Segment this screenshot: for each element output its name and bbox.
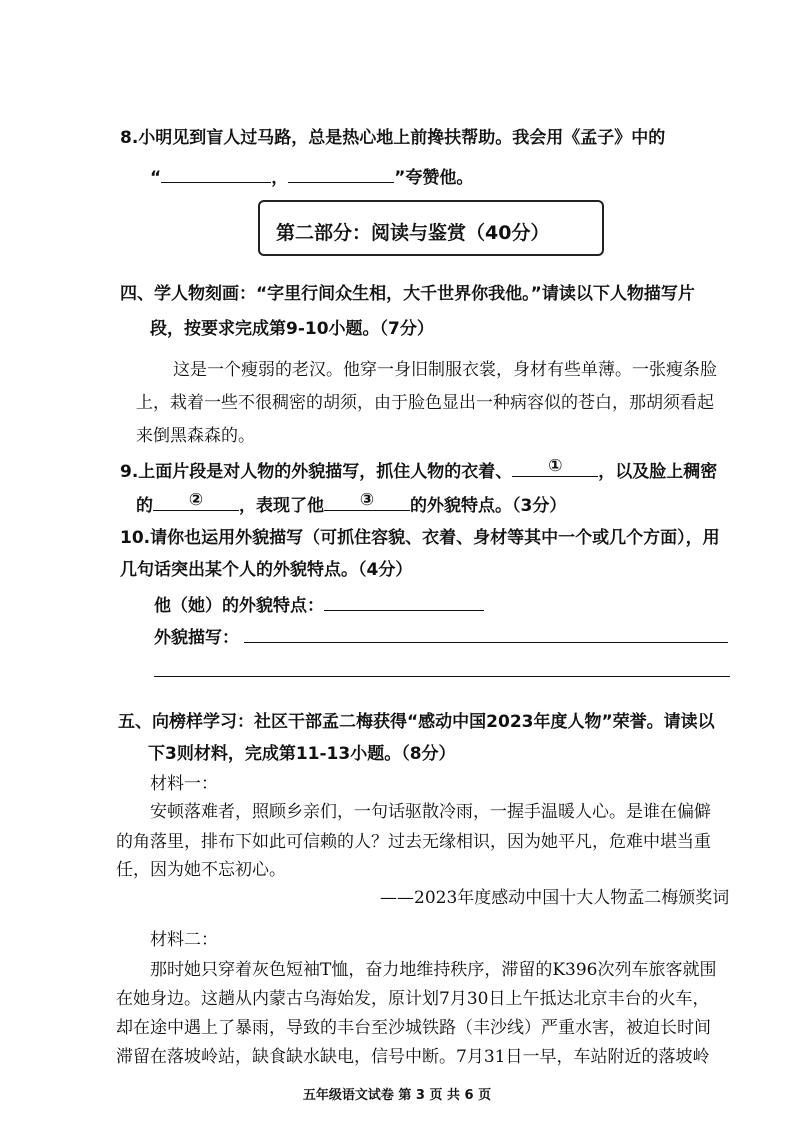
q8-open-quote: “ <box>150 168 162 188</box>
material1-line: 安顿落难者，照顾乡亲们，一句话驱散冷雨，一握手温暖人心。是谁在偏僻 <box>150 802 711 822</box>
section4-intro-line2: 段，按要求完成第9-10小题。（7分） <box>150 319 434 339</box>
q8-line1: 8.小明见到盲人过马路，总是热心地上前搀扶帮助。我会用《孟子》中的 <box>120 128 666 148</box>
section5-intro-line1: 五、向榜样学习：社区干部孟二梅获得“感动中国2023年度人物”荣誉。请读以 <box>118 712 715 732</box>
q9-line1 <box>120 458 717 484</box>
q8-answer-blank-1[interactable] <box>161 164 271 183</box>
q9-mark-1: ① <box>548 456 563 476</box>
q10-line1: 10.请你也运用外貌描写（可抓住容貌、衣着、身材等其中一个或几个方面），用 <box>120 528 720 548</box>
q8-line2 <box>150 164 473 190</box>
material2-label: 材料二： <box>150 930 218 950</box>
q9-text: 的外貌特点。（3分） <box>410 496 567 516</box>
q10-trait-row <box>154 592 484 618</box>
q9-line2 <box>136 492 566 518</box>
q8-comma: ， <box>271 168 289 188</box>
material1-label: 材料一： <box>150 774 218 794</box>
q9-text: 9.上面片段是对人物的外貌描写，抓住人物的衣着、 <box>120 462 513 482</box>
page-footer: 五年级语文试卷 第 3 页 共 6 页 <box>302 1088 492 1103</box>
q10-desc-label: 外貌描写： <box>154 628 239 648</box>
material1-line: 的角落里，排布下如此可信赖的人？过去无缘相识，因为她平凡，危难中堪当重 <box>116 832 711 852</box>
q9-text: 的 <box>136 496 153 516</box>
q8-close-text: ”夸赞他。 <box>394 168 474 188</box>
q9-answer-blank-2[interactable] <box>153 492 239 511</box>
material2-line: 在她身边。这趟从内蒙古乌海始发，原计划7月30日上午抵达北京丰台的火车， <box>116 989 710 1009</box>
q10-desc-line-2[interactable] <box>154 676 730 677</box>
material2-line: 那时她只穿着灰色短袖T恤，奋力地维持秩序，滞留的K396次列车旅客就围 <box>150 960 717 980</box>
q9-text: ，表现了他 <box>239 496 324 516</box>
q9-answer-blank-3[interactable] <box>324 492 410 511</box>
passage-line: 这是一个瘦弱的老汉。他穿一身旧制服衣裳，身材有些单薄。一张瘦条脸 <box>173 360 717 380</box>
q10-desc-line-1[interactable] <box>244 642 728 643</box>
material2-line: 滞留在落坡岭站，缺食缺水缺电，信号中断。7月31日一早，车站附近的落坡岭 <box>116 1047 710 1067</box>
q10-trait-blank[interactable] <box>324 592 484 611</box>
section4-intro-line1: 四、学人物刻画：“字里行间众生相，大千世界你我他。”请读以下人物描写片 <box>120 284 695 304</box>
part2-title: 第二部分：阅读与鉴赏（40分） <box>276 222 550 244</box>
passage-line: 上，栽着一些不很稠密的胡须，由于脸色显出一种病容似的苍白，那胡须看起 <box>136 393 714 413</box>
passage-line: 来倒黑森森的。 <box>136 426 255 446</box>
section5-intro-line2: 下3则材料，完成第11-13小题。（8分） <box>148 744 456 764</box>
q9-mark-2: ② <box>188 490 204 510</box>
material2-line: 却在途中遇上了暴雨，导致的丰台至沙城铁路（丰沙线）严重水害，被迫长时间 <box>116 1018 711 1038</box>
q9-text: ，以及脸上稠密 <box>598 462 718 482</box>
q8-answer-blank-2[interactable] <box>288 164 394 183</box>
material1-source: ——2023年度感动中国十大人物孟二梅颁奖词 <box>380 888 730 908</box>
q10-trait-label: 他（她）的外貌特点： <box>154 596 324 616</box>
q9-mark-3: ③ <box>359 490 375 510</box>
q10-line2: 几句话突出某个人的外貌特点。（4分） <box>120 560 413 580</box>
q9-answer-blank-1[interactable] <box>512 458 598 477</box>
material1-line: 任，因为她不忘初心。 <box>116 860 286 880</box>
